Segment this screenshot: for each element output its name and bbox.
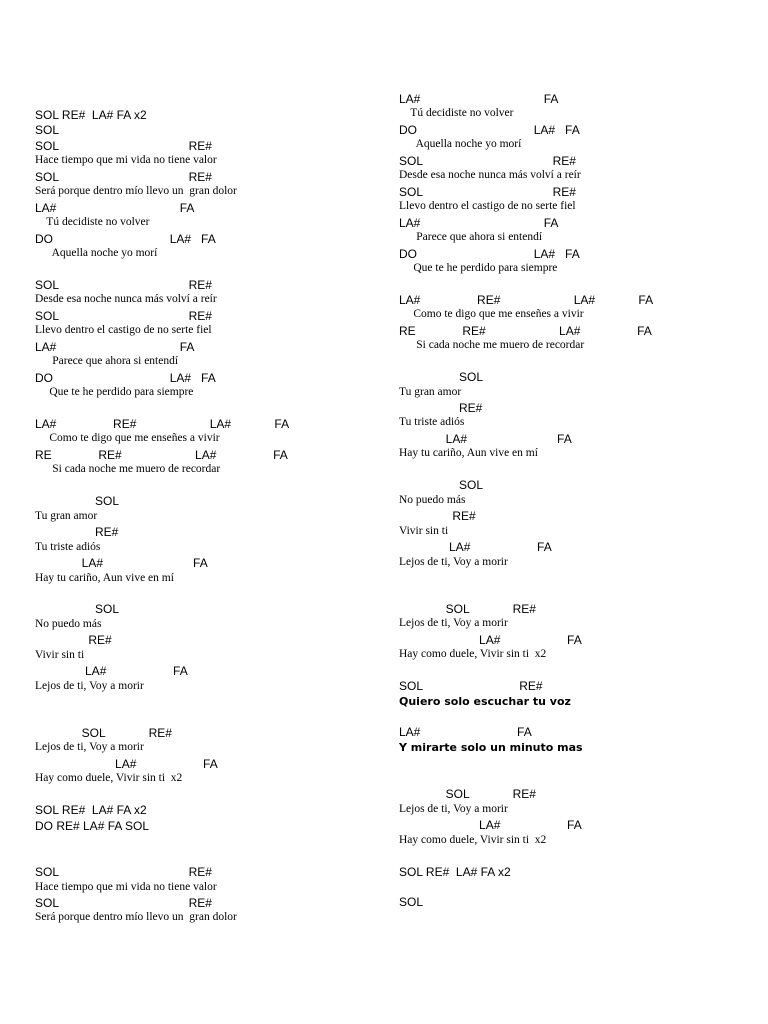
- chord-line: LA# RE# LA# FA: [35, 417, 290, 431]
- lyric-line: Tu triste adiós: [399, 416, 465, 429]
- chord-line: LA# FA: [399, 632, 582, 647]
- lyric-line: Si cada noche me muero de recordar: [399, 339, 585, 352]
- chord-line: DO LA# FA: [35, 231, 216, 246]
- lyric-line: Hay tu cariño, Aun vive en mí: [35, 571, 174, 584]
- lyric-line: Que te he perdido para siempre: [399, 261, 558, 274]
- chord-line: SOL RE#: [35, 726, 172, 740]
- chord-line: SOL: [35, 494, 120, 509]
- chord-line: LA# RE# LA# FA: [399, 292, 654, 307]
- chord-line: SOL RE#: [35, 138, 212, 153]
- chord-line: SOL RE#: [35, 895, 212, 910]
- chord-line: RE RE# LA# FA: [399, 323, 652, 338]
- right-column: [399, 0, 768, 1024]
- lyric-line: Desde esa noche nunca más volví a reír: [35, 293, 217, 306]
- lyric-line: Hace tiempo que mi vida no tiene valor: [35, 154, 217, 167]
- lyric-line: Tu triste adiós: [35, 540, 101, 553]
- chord-line: SOL RE#: [35, 277, 212, 292]
- chord-line: LA# FA: [35, 339, 195, 354]
- lyric-line: Que te he perdido para siempre: [35, 386, 194, 399]
- chord-line: LA# FA: [399, 725, 532, 740]
- chord-line: LA# FA: [35, 664, 188, 679]
- lyric-line: Hay como duele, Vivir sin ti x2: [399, 833, 547, 846]
- lyric-line: Aquella noche yo morí: [399, 138, 522, 151]
- chord-line: SOL RE#: [35, 308, 212, 323]
- chord-line: LA# FA: [399, 818, 582, 833]
- chord-line: SOL RE# LA# FA x2: [399, 864, 511, 879]
- chord-line: RE#: [399, 509, 476, 524]
- lyric-line: Parece que ahora si entendí: [399, 231, 543, 244]
- lyric-line: Si cada noche me muero de recordar: [35, 463, 221, 476]
- lyric-line: Llevo dentro el castigo de no serte fiel: [399, 200, 576, 213]
- lyric-line: Lejos de ti, Voy a morir: [399, 802, 508, 815]
- chord-line: LA# FA: [35, 200, 195, 215]
- lyric-line: No puedo más: [399, 493, 466, 506]
- chord-line: LA# FA: [35, 756, 218, 771]
- lyric-line: Desde esa noche nunca más volví a reír: [399, 169, 581, 182]
- lyric-line: Hay como duele, Vivir sin ti x2: [399, 648, 547, 661]
- lyric-line: Llevo dentro el castigo de no serte fiel: [35, 324, 212, 337]
- chord-line: DO LA# FA: [399, 246, 580, 261]
- chord-line: LA# FA: [399, 215, 559, 230]
- chord-line: DO LA# FA: [35, 370, 216, 385]
- chord-line: SOL: [399, 895, 424, 910]
- chord-line: SOL RE#: [399, 153, 576, 168]
- chord-line: SOL RE# LA# FA x2: [35, 803, 147, 818]
- chord-line: LA# FA: [399, 431, 572, 446]
- lyric-line: Hay como duele, Vivir sin ti x2: [35, 772, 183, 785]
- lyric-line: Tu gran amor: [35, 509, 98, 522]
- left-column: [35, 0, 405, 1024]
- chord-line: SOL RE#: [399, 787, 536, 802]
- lyric-line: Lejos de ti, Voy a morir: [399, 555, 508, 568]
- chord-line: SOL RE# LA# FA x2: [35, 108, 147, 122]
- chord-line: SOL: [399, 478, 484, 493]
- chord-line: RE#: [35, 525, 119, 540]
- chord-line: SOL RE#: [399, 601, 536, 616]
- lyric-line: Lejos de ti, Voy a morir: [35, 741, 144, 754]
- chord-line: SOL: [35, 123, 60, 138]
- chord-line: LA# FA: [35, 556, 208, 571]
- chord-line: LA# FA: [399, 92, 559, 106]
- lyric-line: Tú decidiste no volver: [35, 216, 150, 229]
- lyric-line: Como te digo que me enseñes a vivir: [35, 432, 220, 445]
- lyric-line: Aquella noche yo morí: [35, 247, 158, 260]
- chord-line: SOL RE#: [399, 679, 543, 694]
- chord-line: RE RE# LA# FA: [35, 447, 288, 462]
- chord-line: LA# FA: [399, 540, 552, 555]
- lyric-line: Como te digo que me enseñes a vivir: [399, 308, 584, 321]
- lyric-line: Será porque dentro mío llevo un gran dolor: [35, 185, 237, 198]
- lyric-line: Hace tiempo que mi vida no tiene valor: [35, 880, 217, 893]
- chord-line: RE#: [35, 633, 112, 648]
- lyric-line: Hay tu cariño, Aun vive en mí: [399, 447, 538, 460]
- chord-line: DO LA# FA: [399, 122, 580, 137]
- chord-line: SOL RE#: [35, 865, 212, 880]
- lyric-line: Tú decidiste no volver: [399, 107, 514, 120]
- chord-line: DO RE# LA# FA SOL: [35, 818, 150, 833]
- chord-line: SOL: [35, 602, 120, 617]
- chord-line: SOL: [399, 370, 484, 385]
- lyric-line: Lejos de ti, Voy a morir: [399, 617, 508, 630]
- lyric-line: Vivir sin ti: [399, 524, 449, 537]
- lyric-line: Tu gran amor: [399, 385, 462, 398]
- lyric-line: Será porque dentro mío llevo un gran dolor: [35, 911, 237, 924]
- lyric-line: Lejos de ti, Voy a morir: [35, 679, 144, 692]
- chord-line: RE#: [399, 401, 483, 415]
- lyric-line: No puedo más: [35, 617, 102, 630]
- chord-line: SOL RE#: [35, 169, 212, 184]
- lyric-line: Quiero solo escuchar tu voz: [399, 694, 571, 708]
- lyric-line: Parece que ahora si entendí: [35, 355, 179, 368]
- lyric-line: Y mirarte solo un minuto mas: [399, 740, 583, 754]
- chord-line: SOL RE#: [399, 184, 576, 199]
- lyric-line: Vivir sin ti: [35, 648, 85, 661]
